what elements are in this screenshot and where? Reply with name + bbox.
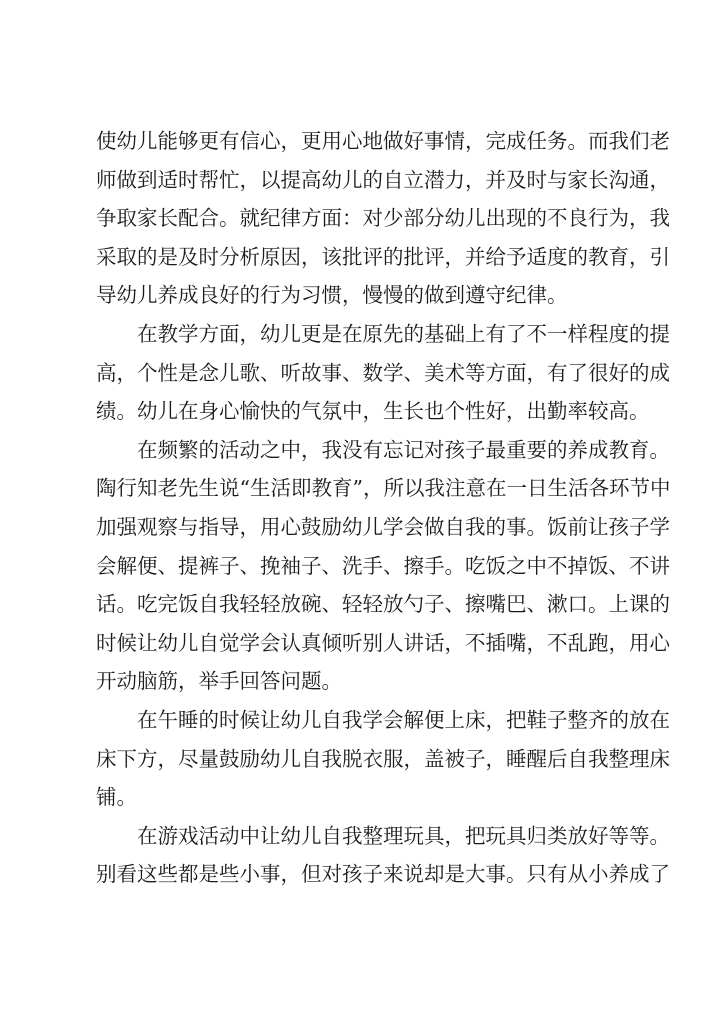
text-line: 使幼儿能够更有信心，更用心地做好事情，完成任务。而我们老 xyxy=(96,129,670,153)
text-line: 别看这些都是些小事，但对孩子来说却是大事。只有从小养成了 xyxy=(96,862,670,887)
text-line: 开动脑筋，举手回答问题。 xyxy=(96,669,342,694)
text-line: 时候让幼儿自觉学会认真倾听别人讲话，不插嘴，不乱跑，用心 xyxy=(96,630,670,655)
text-line: 床下方，尽量鼓励幼儿自我脱衣服，盖被子，睡醒后自我整理床 xyxy=(96,746,670,771)
text-line: 加强观察与指导，用心鼓励幼儿学会做自我的事。饭前让孩子学 xyxy=(96,514,670,539)
text-line: 争取家长配合。就纪律方面：对少部分幼儿出现的不良行为，我 xyxy=(96,206,670,231)
text-line: 会解便、提裤子、挽袖子、洗手、擦手。吃饭之中不掉饭、不讲 xyxy=(96,553,670,578)
text-line: 采取的是及时分析原因，该批评的批评，并给予适度的教育，引 xyxy=(96,244,670,269)
paragraph-start-line: 在频繁的活动之中，我没有忘记对孩子最重要的养成教育。 xyxy=(137,437,670,462)
text-line: 陶行知老先生说“生活即教育”，所以我注意在一日生活各环节中 xyxy=(96,476,671,501)
document-body xyxy=(96,122,671,894)
paragraph-start-line: 在游戏活动中让幼儿自我整理玩具，把玩具归类放好等等。 xyxy=(137,823,670,848)
text-line: 师做到适时帮忙，以提高幼儿的自立潜力，并及时与家长沟通， xyxy=(96,167,670,192)
text-line: 话。吃完饭自我轻轻放碗、轻轻放勺子、擦嘴巴、漱口。上课的 xyxy=(96,592,670,617)
paragraph-start-line: 在午睡的时候让幼儿自我学会解便上床，把鞋子整齐的放在 xyxy=(137,707,670,732)
text-line: 绩。幼儿在身心愉快的气氛中，生长也个性好，出勤率较高。 xyxy=(96,399,650,424)
text-line: 导幼儿养成良好的行为习惯，慢慢的做到遵守纪律。 xyxy=(96,283,568,308)
paragraph-start-line: 在教学方面，幼儿更是在原先的基础上有了不一样程度的提 xyxy=(137,321,670,346)
text-line: 高，个性是念儿歌、听故事、数学、美术等方面，有了很好的成 xyxy=(96,360,670,385)
text-line: 铺。 xyxy=(96,785,137,810)
